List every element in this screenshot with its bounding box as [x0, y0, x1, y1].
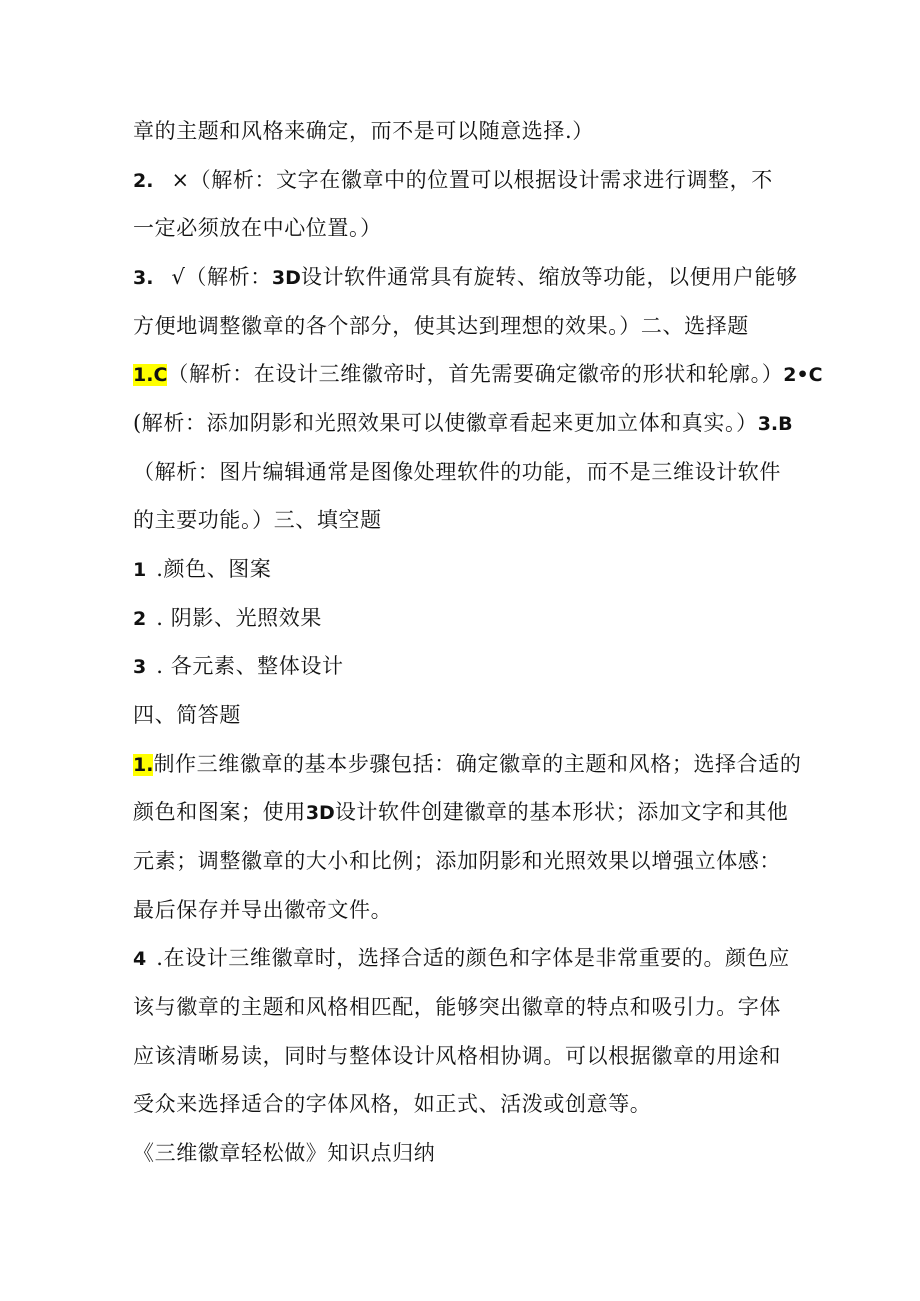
- text-line: [133, 797, 813, 828]
- item-number: 1: [133, 559, 147, 581]
- text-line: [133, 311, 813, 341]
- text-span: 受众来选择适合的字体风格，如正式、活泼或创意等。: [133, 1092, 652, 1116]
- text-span: . 各元素、整体设计: [156, 654, 344, 678]
- text-line: [133, 116, 813, 146]
- text-span: 应该清晰易读，同时与整体设计风格相协调。可以根据徽章的用途和: [133, 1044, 781, 1068]
- text-span: 设计软件创建徽章的基本形状；添加文字和其他: [334, 800, 789, 824]
- answer-item-4: [133, 943, 813, 974]
- item-number: 3.B: [757, 413, 793, 435]
- text-span: 3D: [271, 267, 301, 289]
- text-span: 制作三维徽章的基本步骤包括：确定徽章的主题和风格；选择合适的: [153, 752, 802, 776]
- text-line: [133, 895, 813, 925]
- text-span: 颜色和图案；使用: [133, 800, 306, 824]
- document-title-line: [133, 1138, 813, 1168]
- text-span: 章的主题和风格来确定，而不是可以随意选择.）: [133, 119, 594, 143]
- text-span: 四、简答题: [133, 703, 241, 727]
- text-span: 的主要功能。）三、填空题: [133, 508, 382, 532]
- text-line: [133, 992, 813, 1022]
- choice-item-1: [133, 359, 823, 390]
- text-span: 一定必须放在中心位置。）: [133, 216, 382, 240]
- text-span: ×（解析：文字在徽章中的位置可以根据设计需求进行调整，不: [171, 168, 773, 192]
- judgement-item-3: [133, 262, 813, 293]
- choice-item-2: [133, 408, 813, 439]
- text-span: (解析：添加阴影和光照效果可以使徽章看起来更加立体和真实。）: [133, 411, 758, 435]
- item-number: 4: [133, 948, 147, 970]
- judgement-item-2: [133, 165, 813, 196]
- section-heading: [133, 700, 813, 730]
- item-number: 3: [133, 656, 147, 678]
- text-line: [133, 457, 813, 487]
- item-number: 2•C: [783, 364, 823, 386]
- text-line: [133, 1041, 813, 1071]
- text-line: [133, 846, 813, 876]
- answer-item-1: [133, 749, 813, 780]
- fill-item-2: [133, 603, 813, 634]
- highlighted-item-number: 1.C: [133, 364, 168, 386]
- text-span: （解析：图片编辑通常是图像处理软件的功能，而不是三维设计软件: [133, 460, 781, 484]
- text-span: 元素；调整徽章的大小和比例；添加阴影和光照效果以增强立体感：: [133, 849, 781, 873]
- item-number: 2: [133, 608, 147, 630]
- highlighted-item-number: 1.: [133, 754, 154, 776]
- text-line: [133, 1089, 813, 1119]
- text-span: 方便地调整徽章的各个部分，使其达到理想的效果。）二、选择题: [133, 314, 749, 338]
- fill-item-1: [133, 554, 813, 585]
- text-span: 3D: [305, 802, 335, 824]
- text-span: .颜色、图案: [156, 557, 272, 581]
- text-span: （解析：在设计三维徽帝时，首先需要确定徽帝的形状和轮廓。）: [167, 362, 784, 386]
- text-line: [133, 505, 813, 535]
- text-span: 该与徽章的主题和风格相匹配，能够突出徽章的特点和吸引力。字体: [133, 995, 781, 1019]
- text-span: .在设计三维徽章时，选择合适的颜色和字体是非常重要的。颜色应: [156, 946, 790, 970]
- text-line: [133, 213, 813, 243]
- text-span: 设计软件通常具有旋转、缩放等功能，以便用户能够: [300, 265, 798, 289]
- fill-item-3: [133, 651, 813, 682]
- text-span: . 阴影、光照效果: [156, 606, 322, 630]
- text-span: 最后保存并导出徽帝文件。: [133, 898, 393, 922]
- item-number: 3.: [133, 267, 154, 289]
- text-span: √（解析：: [171, 265, 272, 289]
- item-number: 2.: [133, 170, 154, 192]
- text-span: 《三维徽章轻松做》知识点归纳: [133, 1141, 436, 1165]
